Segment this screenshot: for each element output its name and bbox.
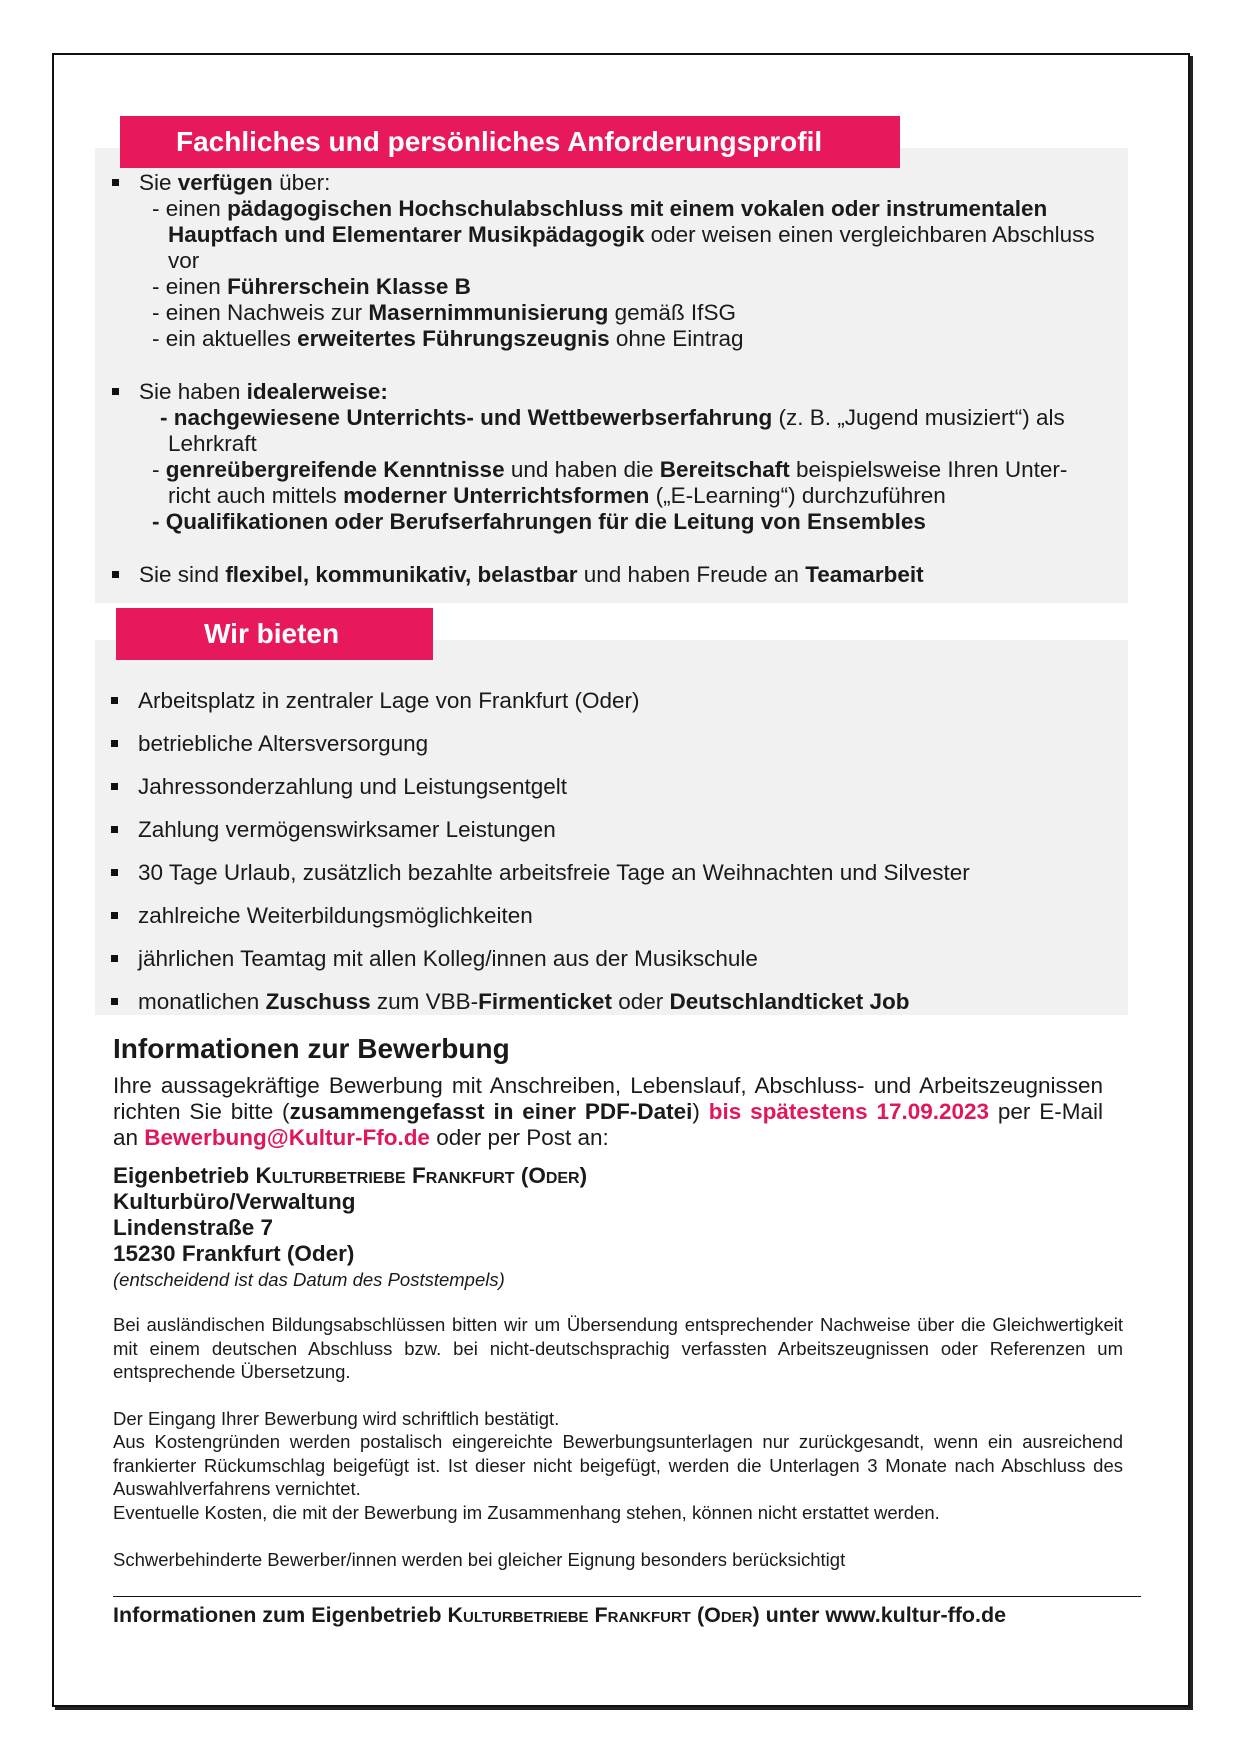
- profile-b1-line4: - einen Führerschein Klasse B: [152, 274, 471, 299]
- profile-b1-line6: - ein aktuelles erweitertes Führungszeugnis ohne Eintrag: [152, 326, 744, 351]
- offer-item: jährlichen Teamtag mit allen Kolleg/innen aus der Musikschule: [138, 946, 758, 971]
- application-heading: Informationen zur Bewerbung: [113, 1033, 510, 1064]
- bullet: [111, 912, 118, 919]
- profile-b2-line5: - Qualifikationen oder Berufserfahrungen für die Leitung von Ensembles: [152, 509, 926, 534]
- bullet: [112, 388, 119, 395]
- offer-item: zahlreiche Weiterbildungsmöglichkeiten: [138, 903, 533, 928]
- address-line-4: 15230 Frankfurt (Oder): [113, 1241, 355, 1266]
- profile-b1-line3: vor: [168, 248, 200, 273]
- address-line-3: Lindenstraße 7: [113, 1215, 274, 1240]
- bullet: [112, 571, 119, 578]
- return-note: Aus Kostengründen werden postalisch eingereichte Bewerbungsunterlagen nur zurückgesandt, wenn ein ausreichend frankierter Rückumschlag beigefügt ist. Ist dieser nicht beigefügt, werden die Unterlagen 3 Monate nach Abschluss des Auswahlverfahrens vernichtet.: [113, 1431, 1123, 1499]
- bullet: [112, 179, 119, 186]
- profile-b1-line1: - einen pädagogischen Hochschulabschluss mit einem vokalen oder instrumentalen: [152, 196, 1048, 221]
- offer-item-last: monatlichen Zuschuss zum VBB-Firmenticket oder Deutschlandticket Job: [138, 989, 910, 1014]
- profile-heading: Fachliches und persönliches Anforderungsprofil: [120, 116, 900, 168]
- profile-b2-line4: richt auch mittels moderner Unterrichtsformen („E-Learning“) durchzuführen: [168, 483, 946, 508]
- email-link[interactable]: Bewerbung@Kultur-Ffo.de: [144, 1125, 430, 1150]
- application-paragraph: Ihre aussagekräftige Bewerbung mit Anschreiben, Lebenslauf, Abschluss- und Arbeitszeugnissen richten Sie bitte (zusammengefasst in einer PDF-Datei) bis spätestens 17.09.2023 per E-Mail an Bewerbung@Kultur-Ffo.de oder per Post an:: [113, 1073, 1103, 1150]
- address-line-2: Kulturbüro/Verwaltung: [113, 1189, 356, 1214]
- bullet: [111, 826, 118, 833]
- address-note: (entscheidend ist das Datum des Poststempels): [113, 1269, 505, 1290]
- profile-b2-line3: - genreübergreifende Kenntnisse und haben die Bereitschaft beispielsweise Ihren Unter-: [152, 457, 1068, 482]
- profile-b2-line1: - nachgewiesene Unterrichts- und Wettbewerbserfahrung (z. B. „Jugend musiziert“) als: [160, 405, 1065, 430]
- bullet: [111, 955, 118, 962]
- costs-note: Eventuelle Kosten, die mit der Bewerbung im Zusammenhang stehen, können nicht erstattet werden.: [113, 1502, 940, 1523]
- bullet: [111, 998, 118, 1005]
- bullet: [111, 740, 118, 747]
- profile-b2-intro: Sie haben idealerweise:: [139, 379, 388, 404]
- offer-item: betriebliche Altersversorgung: [138, 731, 429, 756]
- profile-b1-intro: Sie verfügen über:: [139, 170, 331, 195]
- profile-b2-line2: Lehrkraft: [168, 431, 257, 456]
- offer-item: Zahlung vermögenswirksamer Leistungen: [138, 817, 556, 842]
- footer: Informationen zum Eigenbetrieb Kulturbetriebe Frankfurt (Oder) unter www.kultur-ffo.de: [113, 1603, 1007, 1627]
- foreign-degree-note: Bei ausländischen Bildungsabschlüssen bitten wir um Übersendung entsprechender Nachweise über die Gleichwertigkeit mit einem deutschen Abschluss bzw. bei nicht-deutschsprachig verfassten Arbeitszeugnissen oder Referenzen um entsprechende Übersetzung.: [113, 1314, 1123, 1382]
- offer-item: Arbeitsplatz in zentraler Lage von Frankfurt (Oder): [138, 688, 640, 713]
- bullet: [111, 783, 118, 790]
- offer-heading: Wir bieten: [116, 608, 433, 660]
- offer-item: Jahressonderzahlung und Leistungsentgelt: [138, 774, 568, 799]
- bullet: [111, 697, 118, 704]
- profile-b1-line2: Hauptfach und Elementarer Musikpädagogik oder weisen einen vergleichbaren Abschluss: [168, 222, 1095, 247]
- address-line-1: Eigenbetrieb Kulturbetriebe Frankfurt (Oder): [113, 1163, 588, 1188]
- receipt-note: Der Eingang Ihrer Bewerbung wird schriftlich bestätigt.: [113, 1408, 560, 1429]
- profile-b3: Sie sind flexibel, kommunikativ, belastbar und haben Freude an Teamarbeit: [139, 562, 924, 587]
- profile-b1-line5: - einen Nachweis zur Masernimmunisierung gemäß IfSG: [152, 300, 736, 325]
- offer-item: 30 Tage Urlaub, zusätzlich bezahlte arbeitsfreie Tage an Weihnachten und Silvester: [138, 860, 970, 885]
- disability-note: Schwerbehinderte Bewerber/innen werden bei gleicher Eignung besonders berücksichtigt: [113, 1549, 846, 1570]
- bullet: [111, 869, 118, 876]
- divider: [113, 1596, 1141, 1597]
